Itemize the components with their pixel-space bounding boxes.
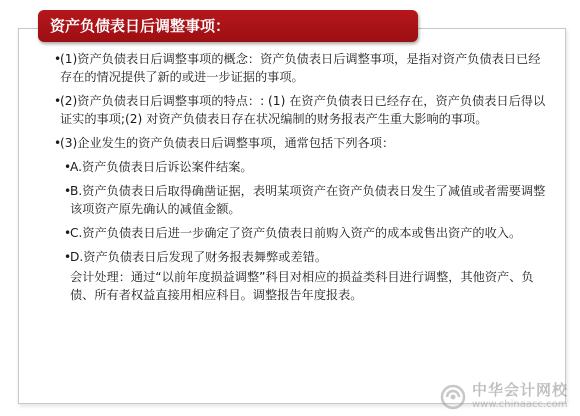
item-text: (1)资产负债表日后调整事项的概念：资产负债表日后调整事项，是指对资产负债表日已经存在的情况提供了新的或进一步证据的事项。 — [60, 52, 541, 84]
sub-list-item — [40, 182, 550, 218]
list-item — [40, 92, 550, 128]
item-text: (3)企业发生的资产负债表日后调整事项，通常包括下列各项： — [60, 136, 395, 150]
item-text: D.资产负债表日后发现了财务报表舞弊或差错。 — [70, 250, 328, 264]
bullet: • — [54, 94, 62, 108]
content-body — [40, 50, 550, 304]
watermark-url: www.chinaacc.com — [471, 399, 568, 410]
bullet: • — [64, 226, 72, 240]
list-item — [40, 50, 550, 86]
bullet: • — [64, 184, 72, 198]
watermark-text — [472, 383, 568, 410]
list-item — [40, 134, 550, 152]
accounting-note: 会计处理：通过“以前年度损益调整”科目对相应的损益类科目进行调整，其他资产、负债、所有者权益直接用相应科目。调整报告年度报表。 — [70, 270, 534, 302]
item-text: C.资产负债表日后进一步确定了资产负债表日前购入资产的成本或售出资产的收入。 — [70, 226, 522, 240]
item-text: B.资产负债表日后取得确凿证据，表明某项资产在资产负债表日发生了减值或者需要调整该项资产原先确认的减值金额。 — [70, 184, 546, 216]
watermark — [440, 383, 568, 410]
bullet: • — [64, 160, 72, 174]
chinaacc-logo-icon — [440, 384, 466, 410]
item-text: (2)资产负债表日后调整事项的特点：: (1) 在资产负债表日已经存在，资产负债表日后得以证实的事项;(2) 对资产负债表日存在状况编制的财务报表产生重大影响的事项。 — [60, 94, 546, 126]
bullet: • — [64, 250, 72, 264]
bullet: • — [54, 52, 62, 66]
sub-list-item — [40, 224, 550, 242]
sub-list-item — [40, 158, 550, 176]
section-title: 资产负债表日后调整事项： — [38, 10, 418, 42]
watermark-name: 中华会计网校 — [471, 381, 568, 399]
bullet: • — [54, 136, 62, 150]
item-text: A.资产负债表日后诉讼案件结案。 — [70, 160, 253, 174]
sub-list-item — [40, 248, 550, 266]
